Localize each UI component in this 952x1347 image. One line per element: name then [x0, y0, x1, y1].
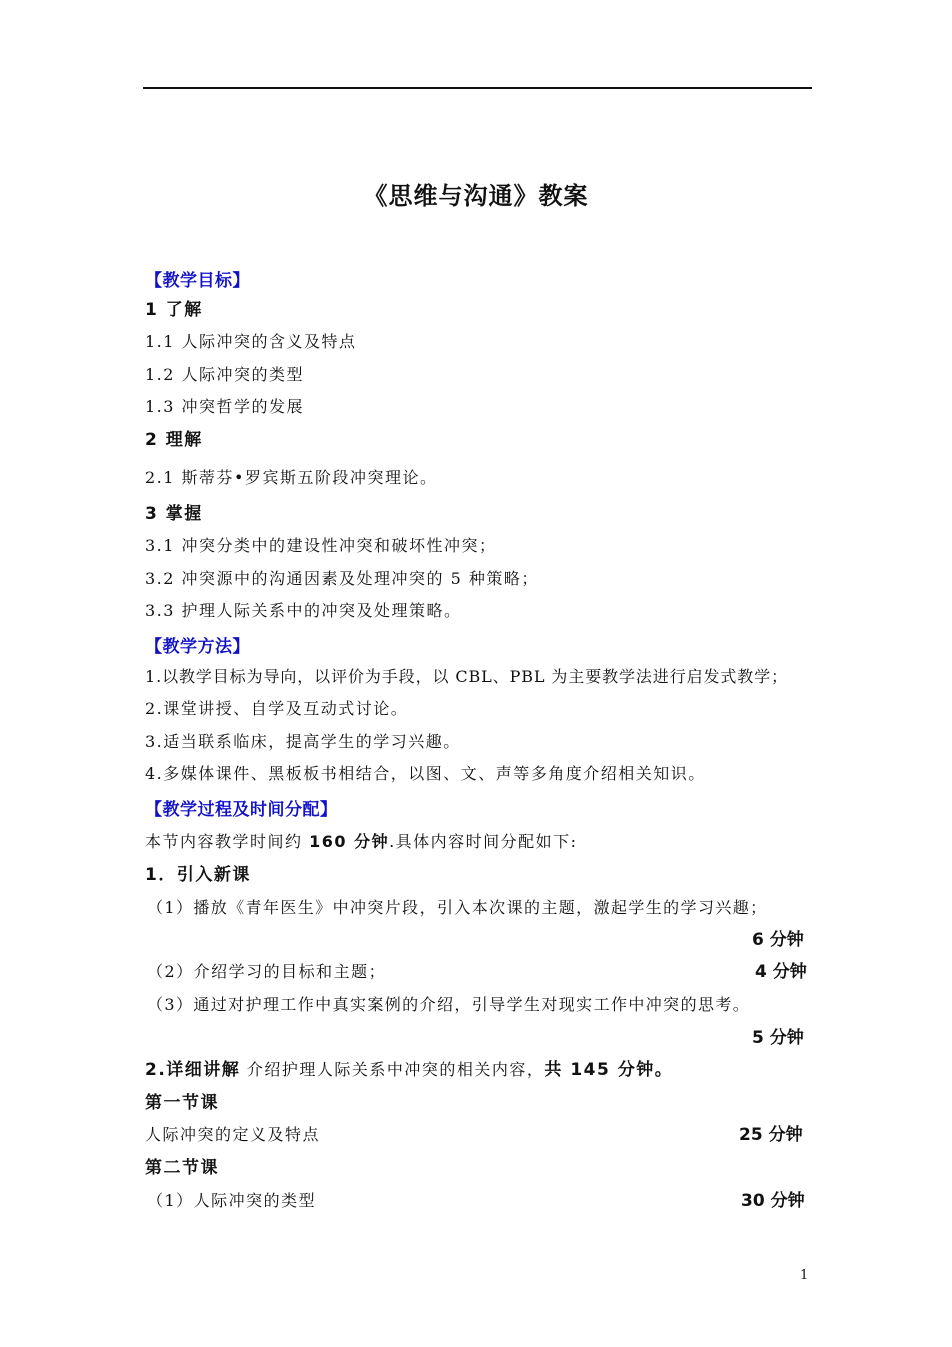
understand-label: 1 了解	[145, 300, 203, 320]
lesson1-label: 第一节课	[145, 1093, 219, 1113]
objectives-heading: 【教学目标】	[145, 271, 250, 291]
objective-item: 2.1 斯蒂芬•罗宾斯五阶段冲突理论。	[145, 468, 438, 487]
method-item: 1.以教学目标为导向，以评价为手段，以 CBL、PBL 为主要教学法进行启发式教学；	[145, 667, 789, 686]
comprehend-label: 2 理解	[145, 430, 203, 450]
method-item: 4.多媒体课件、黑板板书相结合，以图、文、声等多角度介绍相关知识。	[145, 764, 706, 783]
objective-item: 3.3 护理人际关系中的冲突及处理策略。	[145, 601, 462, 620]
method-item: 2.课堂讲授、自学及互动式讨论。	[145, 699, 409, 718]
page-number: 1	[800, 1268, 809, 1283]
process-intro-post: .具体内容时间分配如下:	[389, 832, 578, 851]
method-item: 3.适当联系临床，提高学生的学习兴趣。	[145, 732, 461, 751]
step-time: 4 分钟	[755, 962, 807, 982]
objective-item: 1.1 人际冲突的含义及特点	[145, 332, 357, 351]
process-heading: 【教学过程及时间分配】	[145, 800, 338, 820]
step-time: 6 分钟	[752, 930, 804, 950]
lesson1-time: 25 分钟	[739, 1125, 803, 1145]
part2-total: 共 145 分钟。	[544, 1060, 674, 1080]
part1-step: （3）通过对护理工作中真实案例的介绍，引导学生对现实工作中冲突的思考。	[147, 995, 751, 1014]
document-title: 《思维与沟通》教案	[363, 182, 589, 210]
part2-label: 2.详细讲解	[145, 1060, 241, 1080]
lesson2-time: 30 分钟	[741, 1191, 805, 1211]
objective-item: 1.3 冲突哲学的发展	[145, 397, 305, 416]
lesson1-item: 人际冲突的定义及特点	[145, 1125, 321, 1144]
lesson2-item: （1）人际冲突的类型	[147, 1191, 317, 1210]
part1-step: （1）播放《青年医生》中冲突片段，引入本次课的主题，激起学生的学习兴趣；	[147, 898, 768, 917]
part2-desc: 介绍护理人际关系中冲突的相关内容，	[246, 1060, 545, 1079]
objective-item: 3.1 冲突分类中的建设性冲突和破坏性冲突；	[145, 536, 497, 555]
process-intro	[145, 831, 578, 853]
master-label: 3 掌握	[145, 504, 203, 524]
objective-item: 1.2 人际冲突的类型	[145, 365, 305, 384]
part2-line	[145, 1059, 673, 1081]
objective-item: 3.2 冲突源中的沟通因素及处理冲突的 5 种策略；	[145, 569, 539, 588]
part1-step: （2）介绍学习的目标和主题；	[147, 962, 387, 981]
part1-label: 1．引入新课	[145, 865, 251, 885]
process-intro-pre: 本节内容教学时间约	[145, 832, 303, 851]
methods-heading: 【教学方法】	[145, 637, 250, 657]
lesson2-label: 第二节课	[145, 1158, 219, 1178]
process-total-time: 160 分钟	[309, 832, 390, 851]
header-rule	[143, 87, 812, 89]
step-time: 5 分钟	[752, 1028, 804, 1048]
